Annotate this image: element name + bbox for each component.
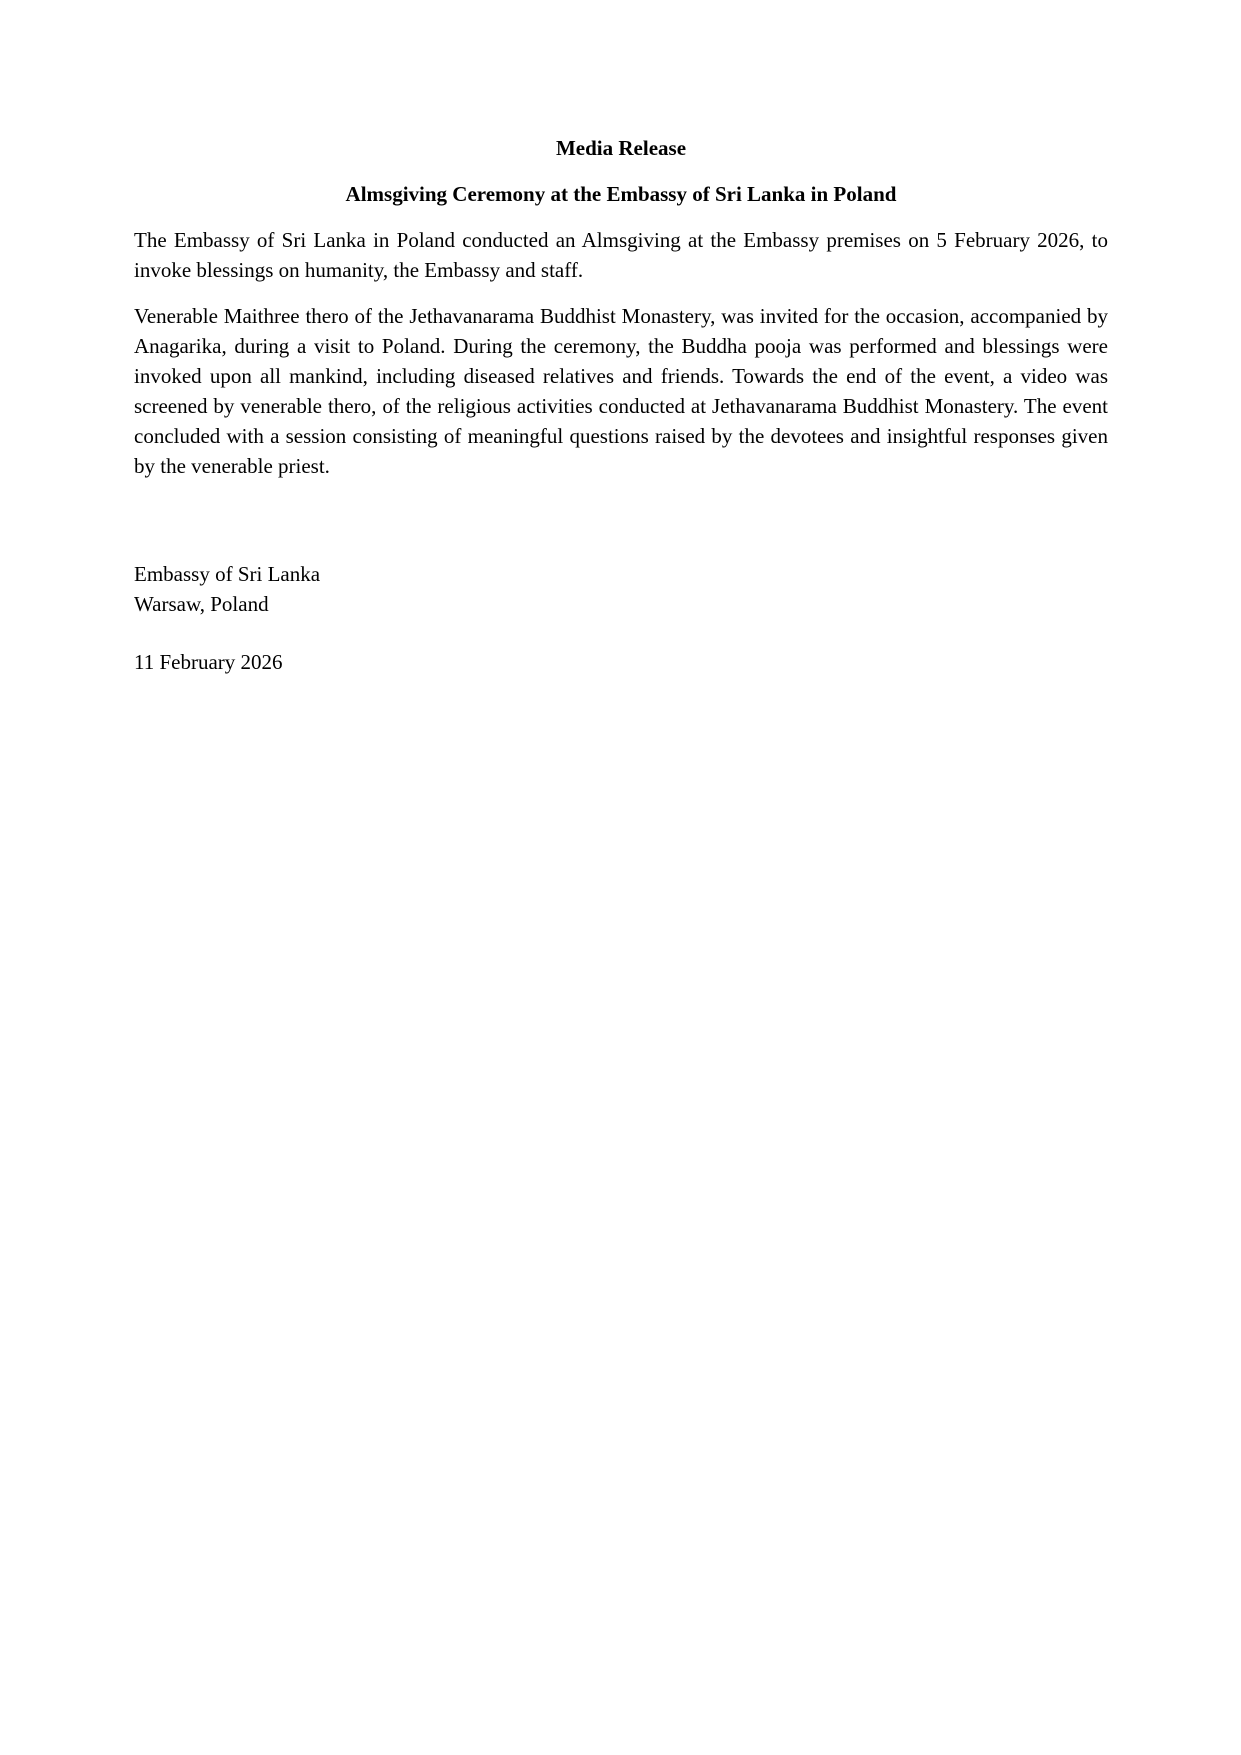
- paragraph-intro: The Embassy of Sri Lanka in Poland conducted an Almsgiving at the Embassy premises on 5 February 2026, to invoke blessings on humanity, the Embassy and staff.: [134, 228, 1108, 282]
- signature-block: [134, 559, 1108, 619]
- paragraph-body: Venerable Maithree thero of the Jethavanarama Buddhist Monastery, was invited for the occasion, accompanied by Anagarika, during a visit to Poland. During the ceremony, the Buddha pooja was performed and blessings were invoked upon all mankind, including diseased relatives and friends. Towards the end of the event, a video was screened by venerable thero, of the religious activities conducted at Jethavanarama Buddhist Monastery. The event concluded with a session consisting of meaningful questions raised by the devotees and insightful responses given by the venerable priest.: [134, 304, 1108, 478]
- signature-organization: Embassy of Sri Lanka: [134, 562, 321, 586]
- signature-location: Warsaw, Poland: [134, 592, 269, 616]
- document-date: 11 February 2026: [134, 650, 283, 674]
- document-title: Media Release: [555, 136, 687, 160]
- document-content: [0, 0, 1241, 677]
- document-subtitle: Almsgiving Ceremony at the Embassy of Sri Lanka in Poland: [345, 182, 897, 206]
